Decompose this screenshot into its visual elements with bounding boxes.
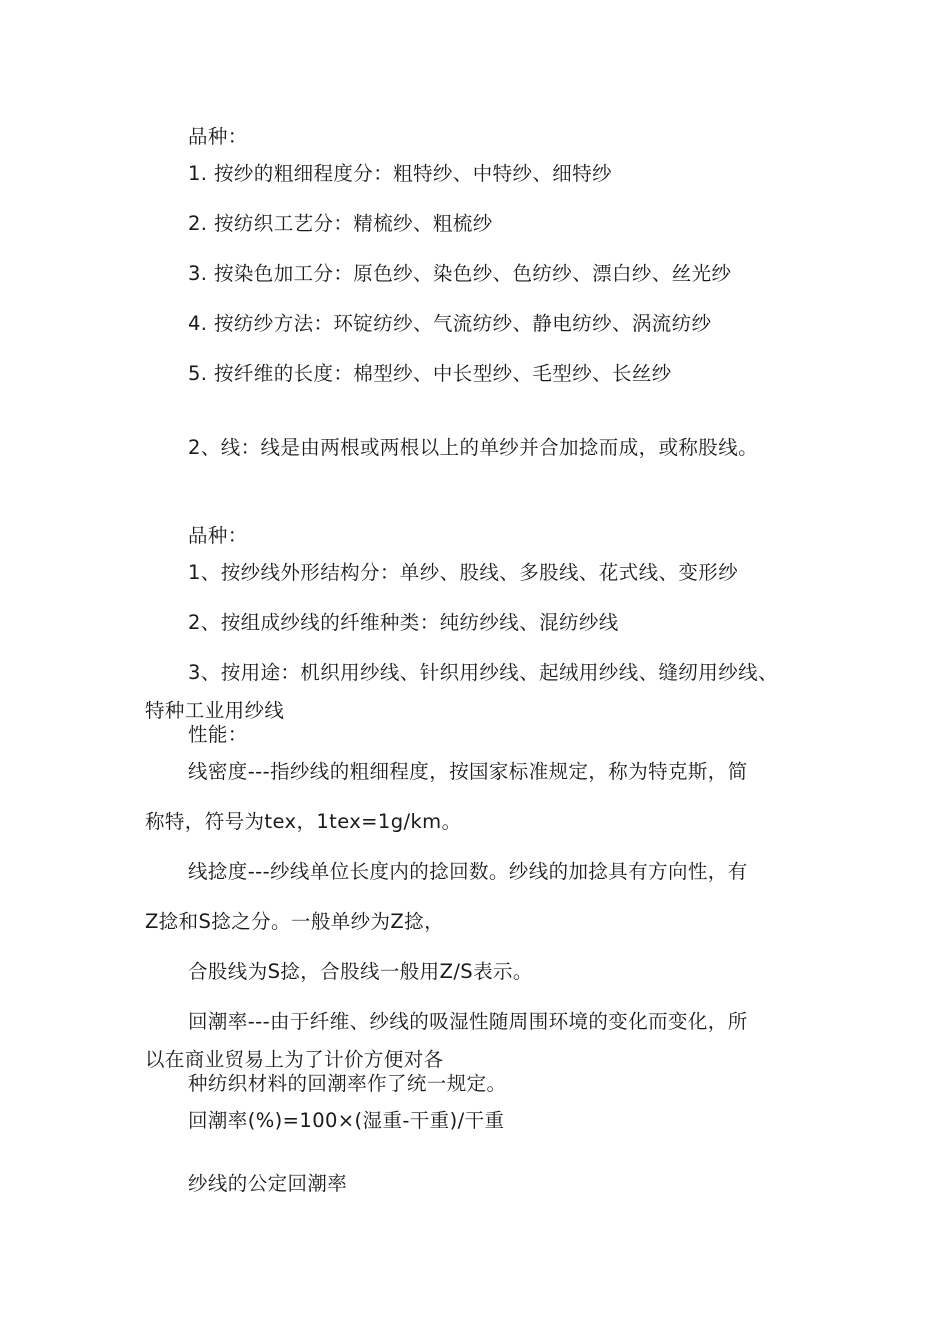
- moisture-regain-formula: 回潮率(%)=100×(湿重-干重)/干重: [188, 1109, 505, 1132]
- thread-variety-item-3-line-2: 特种工业用纱线: [145, 699, 285, 722]
- thread-varieties-label: 品种：: [188, 524, 248, 547]
- yarn-variety-item-4: 4. 按纺纱方法：环锭纺纱、气流纺纱、静电纺纱、涡流纺纱: [188, 312, 712, 335]
- twist-line-2: Z捻和S捻之分。一般单纱为Z捻，: [145, 910, 444, 933]
- yarn-variety-item-3: 3. 按染色加工分：原色纱、染色纱、色纺纱、漂白纱、丝光纱: [188, 262, 732, 285]
- yarn-variety-item-1: 1. 按纱的粗细程度分：粗特纱、中特纱、细特纱: [188, 162, 613, 185]
- twist-line-3: 合股线为S捻，合股线一般用Z/S表示。: [188, 960, 533, 983]
- yarn-variety-item-2: 2. 按纺织工艺分：精梳纱、粗梳纱: [188, 212, 493, 235]
- properties-label: 性能：: [188, 723, 248, 746]
- twist-line-1: 线捻度---纱线单位长度内的捻回数。纱线的加捻具有方向性，有: [188, 860, 748, 883]
- thread-variety-item-3-line-1: 3、按用途：机织用纱线、针织用纱线、起绒用纱线、缝纫用纱线、: [188, 661, 778, 684]
- linear-density-line-2: 称特，符号为tex，1tex=1g/km。: [145, 810, 462, 833]
- official-regain-heading: 纱线的公定回潮率: [188, 1172, 348, 1195]
- linear-density-line-1: 线密度---指纱线的粗细程度，按国家标准规定，称为特克斯，简: [188, 760, 748, 783]
- thread-variety-item-2: 2、按组成纱线的纤维种类：纯纺纱线、混纺纱线: [188, 611, 619, 634]
- thread-definition: 2、线：线是由两根或两根以上的单纱并合加捻而成，或称股线。: [188, 436, 759, 459]
- yarn-variety-item-5: 5. 按纤维的长度：棉型纱、中长型纱、毛型纱、长丝纱: [188, 362, 672, 385]
- thread-variety-item-1: 1、按纱线外形结构分：单纱、股线、多股线、花式线、变形纱: [188, 561, 739, 584]
- yarn-varieties-label: 品种：: [188, 125, 248, 148]
- moisture-regain-line-1: 回潮率---由于纤维、纱线的吸湿性随周围环境的变化而变化，所: [188, 1010, 748, 1033]
- moisture-regain-line-2: 以在商业贸易上为了计价方便对各: [145, 1048, 444, 1071]
- moisture-regain-line-3: 种纺织材料的回潮率作了统一规定。: [188, 1072, 507, 1095]
